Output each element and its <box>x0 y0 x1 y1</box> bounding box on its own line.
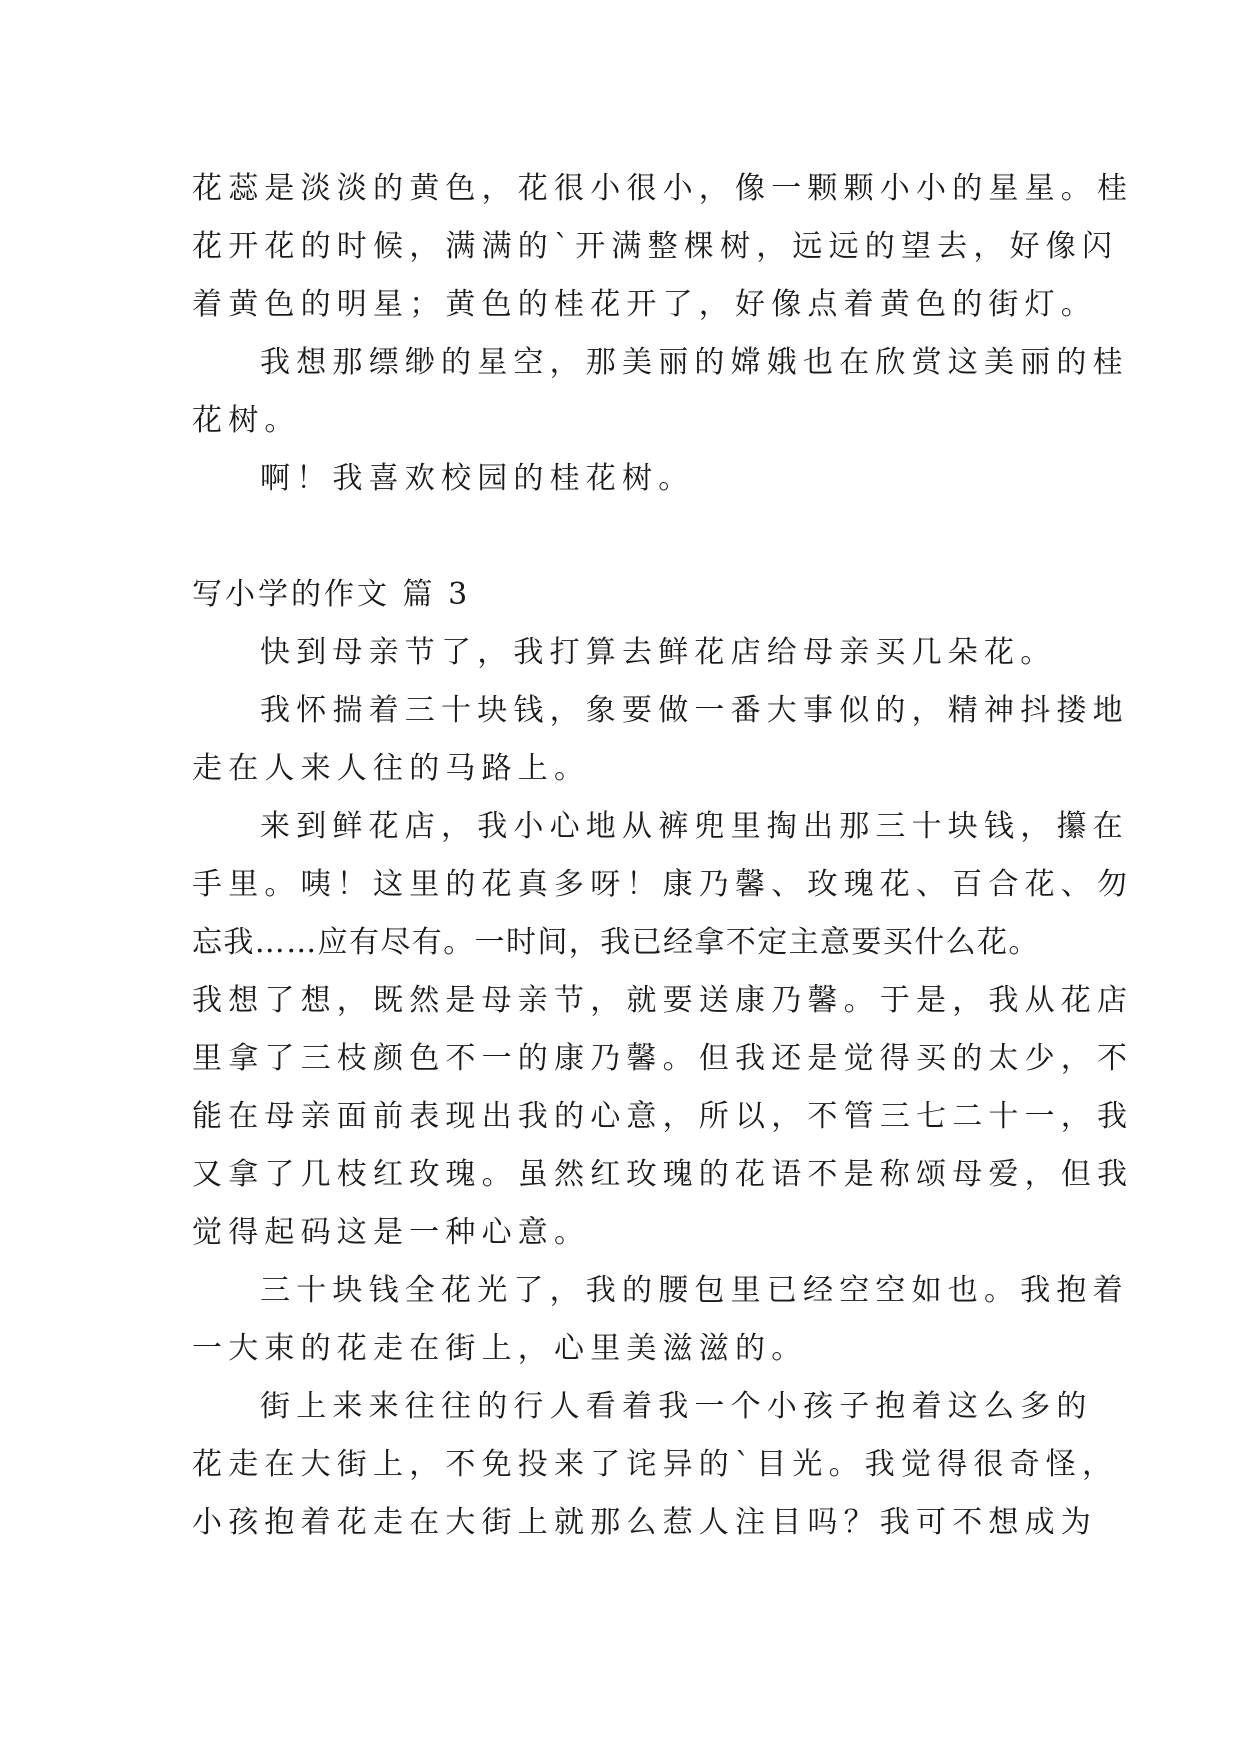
text-line: 能在母亲面前表现出我的心意，所以，不管三七二十一，我 <box>192 1099 1134 1134</box>
text-line: 我想了想，既然是母亲节，就要送康乃馨。于是，我从花店 <box>192 983 1134 1018</box>
text-line: 忘我……应有尽有。一时间，我已经拿不定主意要买什么花。 <box>192 925 1040 960</box>
text-line: 花走在大街上，不免投来了诧异的`目光。我觉得很奇怪， <box>192 1447 1119 1482</box>
paragraph <box>192 682 1129 798</box>
text-line: 花树。 <box>192 403 301 438</box>
text-line: 花开花的时候，满满的`开满整棵树，远远的望去，好像闪 <box>192 229 1119 264</box>
paragraph <box>192 160 1134 334</box>
text-line: 我怀揣着三十块钱，象要做一番大事似的，精神抖搂地 <box>260 693 1129 728</box>
text-line: 快到母亲节了，我打算去鲜花店给母亲买几朵花。 <box>260 635 1057 670</box>
text-line: 三十块钱全花光了，我的腰包里已经空空如也。我抱着 <box>260 1273 1129 1308</box>
section-spacer <box>192 508 1062 566</box>
section-heading: 写小学的作文 篇 3 <box>192 577 471 612</box>
text-line: 街上来来往往的行人看着我一个小孩子抱着这么多的 <box>260 1389 1093 1424</box>
text-line: 里拿了三枝颜色不一的康乃馨。但我还是觉得买的太少，不 <box>192 1041 1134 1076</box>
paragraph <box>192 1378 1119 1552</box>
paragraph <box>192 450 1062 508</box>
text-line: 我想那缥缈的星空，那美丽的嫦娥也在欣赏这美丽的桂 <box>260 345 1129 380</box>
paragraph <box>192 624 1062 682</box>
text-line: 小孩抱着花走在大街上就那么惹人注目吗？我可不想成为 <box>192 1505 1097 1540</box>
text-line: 手里。咦！这里的花真多呀！康乃馨、玫瑰花、百合花、勿 <box>192 867 1134 902</box>
text-line: 来到鲜花店，我小心地从裤兜里掏出那三十块钱，攥在 <box>260 809 1129 844</box>
text-line: 觉得起码这是一种心意。 <box>192 1215 591 1250</box>
paragraph <box>192 798 1134 1262</box>
paragraph <box>192 334 1129 450</box>
text-line: 啊！我喜欢校园的桂花树。 <box>260 461 695 496</box>
paragraph <box>192 1262 1129 1378</box>
text-line: 走在人来人往的马路上。 <box>192 751 591 786</box>
text-line: 着黄色的明星；黄色的桂花开了，好像点着黄色的街灯。 <box>192 287 1097 322</box>
text-line: 一大束的花走在街上，心里美滋滋的。 <box>192 1331 808 1366</box>
text-line: 又拿了几枝红玫瑰。虽然红玫瑰的花语不是称颂母爱，但我 <box>192 1157 1134 1192</box>
document-page <box>192 160 1134 1552</box>
text-line: 花蕊是淡淡的黄色，花很小很小，像一颗颗小小的星星。桂 <box>192 171 1134 206</box>
